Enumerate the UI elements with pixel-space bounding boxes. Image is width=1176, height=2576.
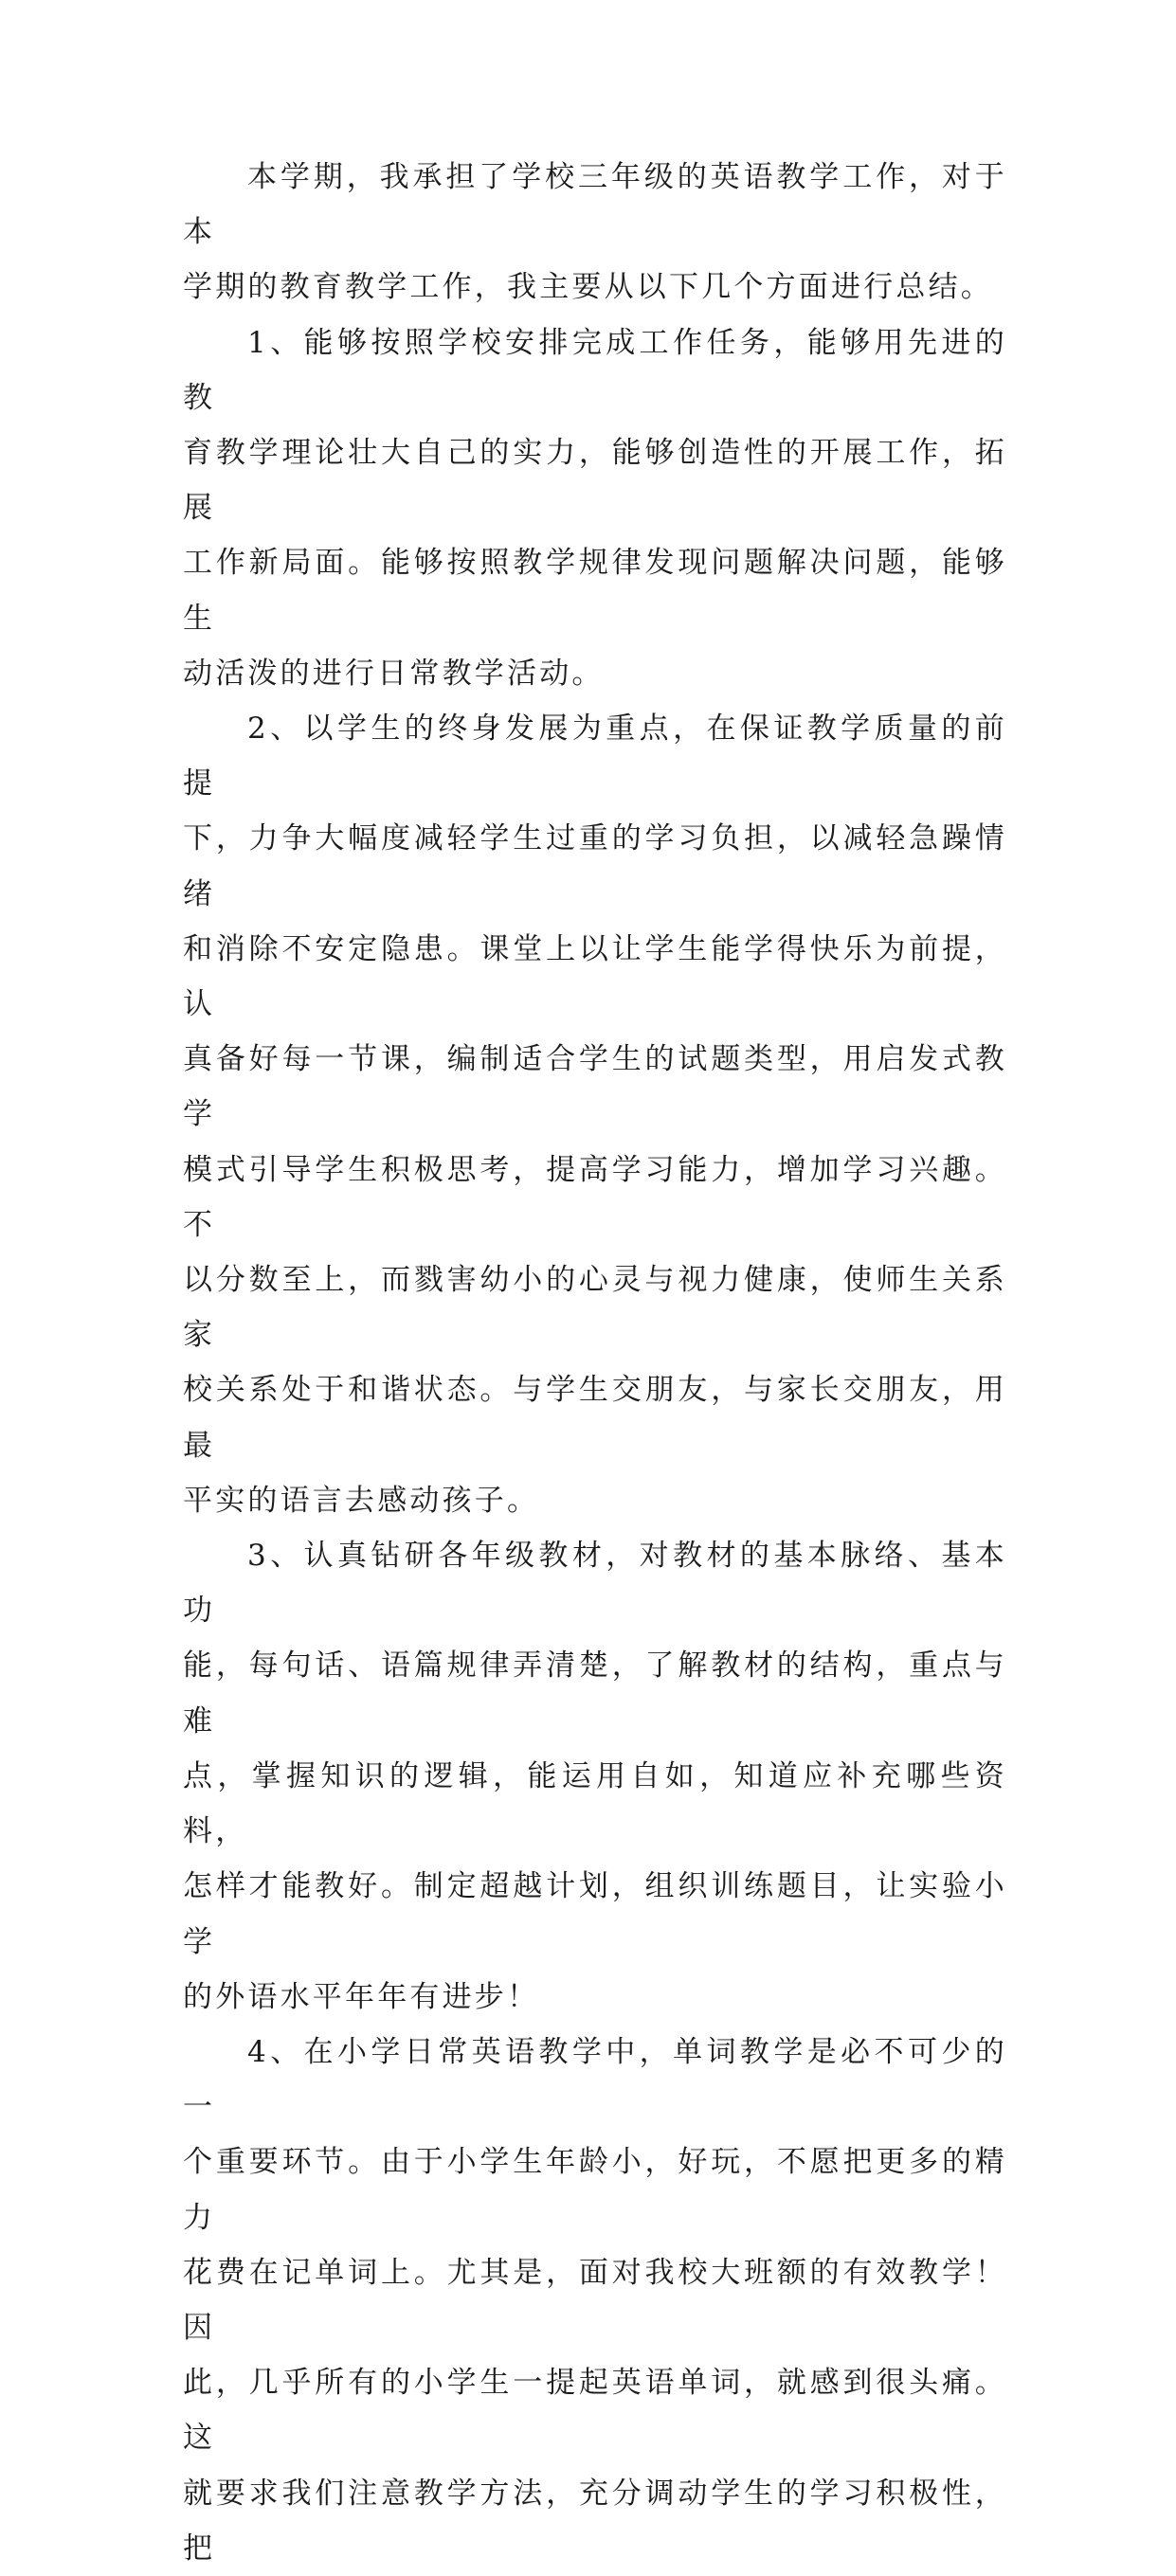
paragraph-intro: 本学期，我承担了学校三年级的英语教学工作，对于本 学期的教育教学工作，我主要从以下几个方面进行总结。 xyxy=(183,160,1007,305)
document-body xyxy=(183,150,1007,2576)
paragraph-point-1: 1、能够按照学校安排完成工作任务，能够用先进的教 育教学理论壮大自己的实力，能够创造性的开展工作，拓展 工作新局面。能够按照教学规律发现问题解决问题，能够生 动活泼的进行日常教学活动。 xyxy=(183,325,1007,691)
paragraph-point-2: 2、以学生的终身发展为重点，在保证教学质量的前提 下，力争大幅度减轻学生过重的学习负担，以减轻急躁情绪 和消除不安定隐患。课堂上以让学生能学得快乐为前提，认 真备好每一节课，编制适合学生的试题类型，用启发式教学 模式引导学生积极思考，提高学习能力，增加学习兴趣。不 以分数至上，而戮害幼小的心灵与视力健康，使师生关系家 校关系处于和谐状态。与学生交朋友，与家长交朋友，用最 平实的语言去感动孩子。 xyxy=(183,712,1007,1518)
paragraph-point-3: 3、认真钻研各年级教材，对教材的基本脉络、基本功 能，每句话、语篇规律弄清楚，了解教材的结构，重点与难 点，掌握知识的逻辑，能运用自如，知道应补充哪些资料， 怎样才能教好。制定超越计划，组织训练题目，让实验小学 的外语水平年年有进步！ xyxy=(183,1539,1007,2014)
paragraph-point-4: 4、在小学日常英语教学中，单词教学是必不可少的一 个重要环节。由于小学生年龄小，好玩，不愿把更多的精力 花费在记单词上。尤其是，面对我校大班额的有效教学！因 此，几乎所有的小学生一提起英语单词，就感到很头痛。这 就要求我们注意教学方法，充分调动学生的学习积极性，把 xyxy=(183,2034,1007,2566)
